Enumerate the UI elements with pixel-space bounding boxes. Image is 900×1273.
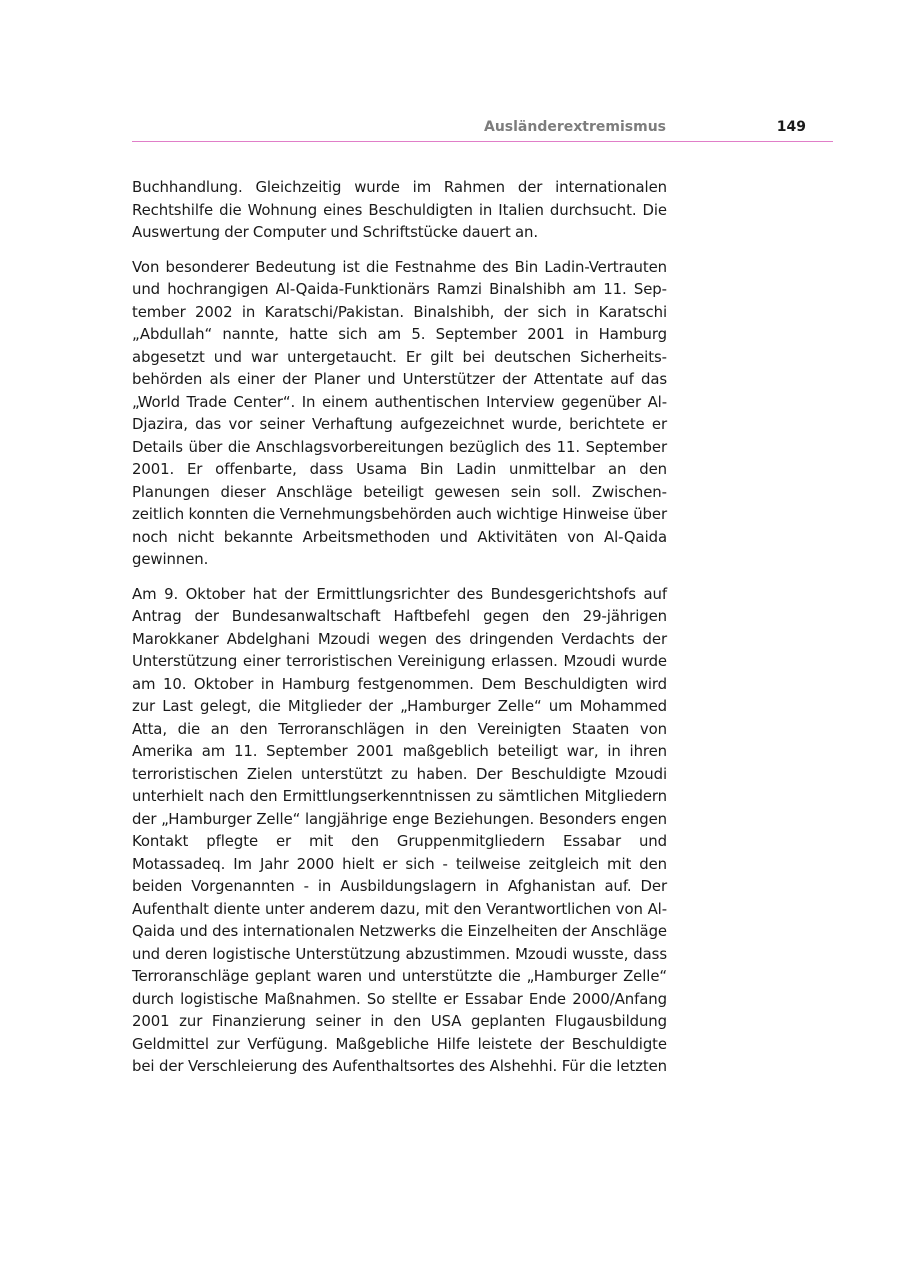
paragraph: Von besonderer Bedeutung ist die Festnahme des Bin Ladin-Vertrauten und hochrangigen Al-Qaida-Funktionärs Ramzi Binalshibh am 11. September 2002 in Karatschi/Pakistan. Binalshibh, der sich in Karatschi „Abdullah“ nannte, hatte sich am 5. September 2001 in Hamburg abgesetzt und war untergetaucht. Er gilt bei deutschen Sicherheitsbehörden als einer der Planer und Unterstützer der Attentate auf das „World Trade Center“. In einem authentischen Interview gegenüber Al-Djazira, das vor seiner Verhaftung aufgezeichnet wurde, berichtete er Details über die Anschlagsvorbereitungen bezüglich des 11. September 2001. Er offenbarte, dass Usama Bin Ladin unmittelbar an den Planungen dieser Anschläge beteiligt gewesen sein soll. Zwischenzeitlich konnten die Vernehmungsbehörden auch wichtige Hinweise über noch nicht bekannte Arbeitsmethoden und Aktivitäten von Al-Qaida gewinnen. [132,257,667,568]
page-number: 149 [776,119,806,135]
header-divider [132,141,833,142]
section-title: Ausländerextremismus [484,119,666,135]
paragraph: Buchhandlung. Gleichzeitig wurde im Rahmen der internationalen Rechtshilfe die Wohnung eines Beschuldigten in Italien durchsucht. Die Auswertung der Computer und Schriftstücke dauert an. [132,178,667,241]
body-text [132,176,667,1090]
running-header [132,117,833,141]
paragraph: Am 9. Oktober hat der Ermittlungsrichter des Bundesgerichtshofs auf Antrag der Bundesanwaltschaft Haftbefehl gegen den 29-jährigen Marokkaner Abdelghani Mzoudi wegen des dringenden Verdachts der Unterstützung einer terroristischen Vereinigung erlassen. Mzoudi wurde am 10. Oktober in Hamburg festgenommen. Dem Beschuldigten wird zur Last gelegt, die Mitglieder der „Hamburger Zelle“ um Mohammed Atta, die an den Terroranschlägen in den Vereinigten Staaten von Amerika am 11. September 2001 maßgeblich beteiligt war, in ihren terroristischen Zielen unterstützt zu haben. Der Beschuldigte Mzoudi unterhielt nach den Ermittlungserkenntnissen zu sämtlichen Mitgliedern der „Hamburger Zelle“ langjährige enge Beziehungen. Besonders engen Kontakt pflegte er mit den Gruppenmitgliedern Essabar und Motassadeq. Im Jahr 2000 hielt er sich - teilweise zeitgleich mit den beiden Vorgenannten - in Ausbildungslagern in Afghanistan auf. Der Aufenthalt diente unter anderem dazu, mit den Verantwortlichen von Al-Qaida und des internationalen Netzwerks die Einzelheiten der Anschläge und deren logistische Unterstützung abzustimmen. Mzoudi wusste, dass Terroranschläge geplant waren und unterstützte die „Hamburger Zelle“ durch logistische Maßnahmen. So stellte er Essabar Ende 2000/Anfang 2001 zur Finanzierung seiner in den USA geplanten Flugausbildung Geldmittel zur Verfügung. Maßgebliche Hilfe leistete der Beschuldigte bei der Verschleierung des Aufenthaltsortes des Alshehhi. Für die letzten [132,584,667,1075]
